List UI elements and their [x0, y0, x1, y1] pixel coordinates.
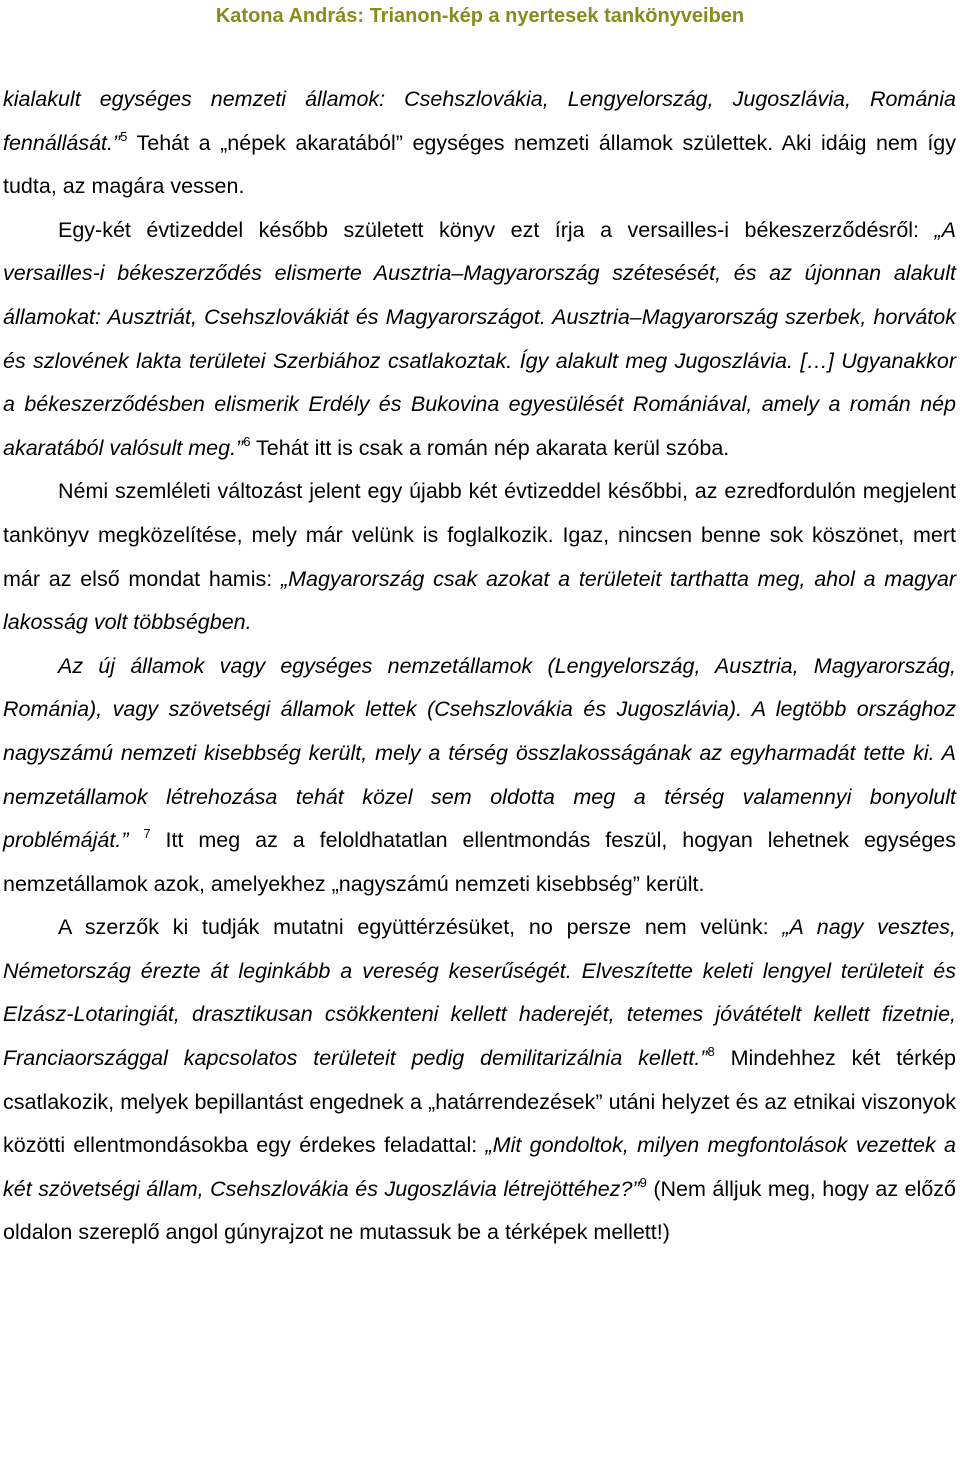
- body-span: [128, 828, 143, 852]
- quoted-text: „Mit gondoltok, milyen megfontolások vezettek a két szövetségi állam, Csehszlovákia és Jugoszlávia létrejöttéhez?”: [3, 1133, 957, 1201]
- footnote-ref: 5: [120, 128, 128, 144]
- paragraph: [3, 906, 956, 1255]
- body-span: Itt meg az a feloldhatatlan ellentmondás feszül, hogyan lehetnek egységes nemzetállamok azok, amelyekhez „nagyszámú nemzeti kisebbség” került.: [3, 828, 956, 896]
- footnote-ref: 8: [707, 1044, 715, 1060]
- quoted-text: Az új államok vagy egységes nemzetállamok (Lengyelország, Ausztria, Magyarország, Románia), vagy szövetségi államok lettek (Csehszlovákia és Jugoszlávia). A legtöbb országhoz nagyszámú nemzeti kisebbség került, mely a térség összlakosságának az egyharmadát tette ki. A nemzetállamok létrehozása tehát közel sem oldotta meg a térség valamennyi bonyolult problémáját.”: [3, 653, 956, 853]
- paragraph: [3, 209, 956, 471]
- paragraph: [3, 470, 956, 644]
- quoted-text: „A nagy vesztes, Németország érezte át leginkább a vereség keserűségét. Elveszítette keleti lengyel területeit és Elzász-Lotaringiát, drasztikusan csökkenteni kellett haderejét, tetemes jóvátételt kellett fizetnie, Franciaországgal kapcsolatos területeit pedig demilitarizálnia kellett.”: [3, 915, 957, 1071]
- body-span: A szerzők ki tudják mutatni együttérzésüket, no persze nem velünk:: [58, 915, 783, 940]
- body-span: Egy-két évtizeddel később született könyv ezt írja a versailles-i békeszerződésről:: [58, 217, 935, 242]
- body-span: (Nem álljuk meg, hogy az előző oldalon szereplő angol gúnyrajzot ne mutassuk be a térképek mellett!): [3, 1176, 956, 1245]
- paragraph: [3, 78, 956, 209]
- quoted-text: „Magyarország csak azokat a területeit tarthatta meg, ahol a magyar lakosság volt többségben.: [3, 566, 956, 635]
- body-span: Némi szemléleti változást jelent egy újabb két évtizeddel későbbi, az ezredfordulón megjelent tankönyv megközelítése, mely már velünk is foglalkozik. Igaz, nincsen benne sok köszönet, mert már az első mondat hamis:: [3, 479, 956, 591]
- body-text: [3, 78, 956, 1255]
- quoted-text: kialakult egységes nemzeti államok: Csehszlovákia, Lengyelország, Jugoszlávia, Románia fennállását.”: [3, 87, 956, 155]
- footnote-ref: 7: [143, 826, 151, 842]
- running-header: Katona András: Trianon-kép a nyertesek tankönyveiben: [215, 5, 745, 27]
- quoted-text: „A versailles-i békeszerződés elismerte Ausztria–Magyarország szétesését, és az újonnan alakult államokat: Ausztriát, Csehszlovákiát és Magyarországot. Ausztria–Magyarország szerbek, horvátok és szlovének lakta területei Szerbiához csatlakoztak. Így alakult meg Jugoszlávia. […] Ugyanakkor a békeszerződésben elismerik Erdély és Bukovina egyesülését Romániával, amely a román nép akaratából valósult meg.”: [3, 217, 956, 460]
- paragraph: [3, 645, 956, 907]
- body-span: Mindehhez két térkép csatlakozik, melyek bepillantást engednek a „határrendezések” utáni helyzet és az etnikai viszonyok közötti ellentmondásokba egy érdekes feladattal:: [3, 1046, 956, 1158]
- footnote-ref: 9: [639, 1174, 647, 1190]
- footnote-ref: 6: [243, 433, 251, 449]
- body-span: Tehát a „népek akaratából” egységes nemzeti államok születtek. Aki idáig nem így tudta, az magára vessen.: [3, 130, 956, 199]
- body-span: Tehát itt is csak a román nép akarata kerül szóba.: [250, 435, 730, 460]
